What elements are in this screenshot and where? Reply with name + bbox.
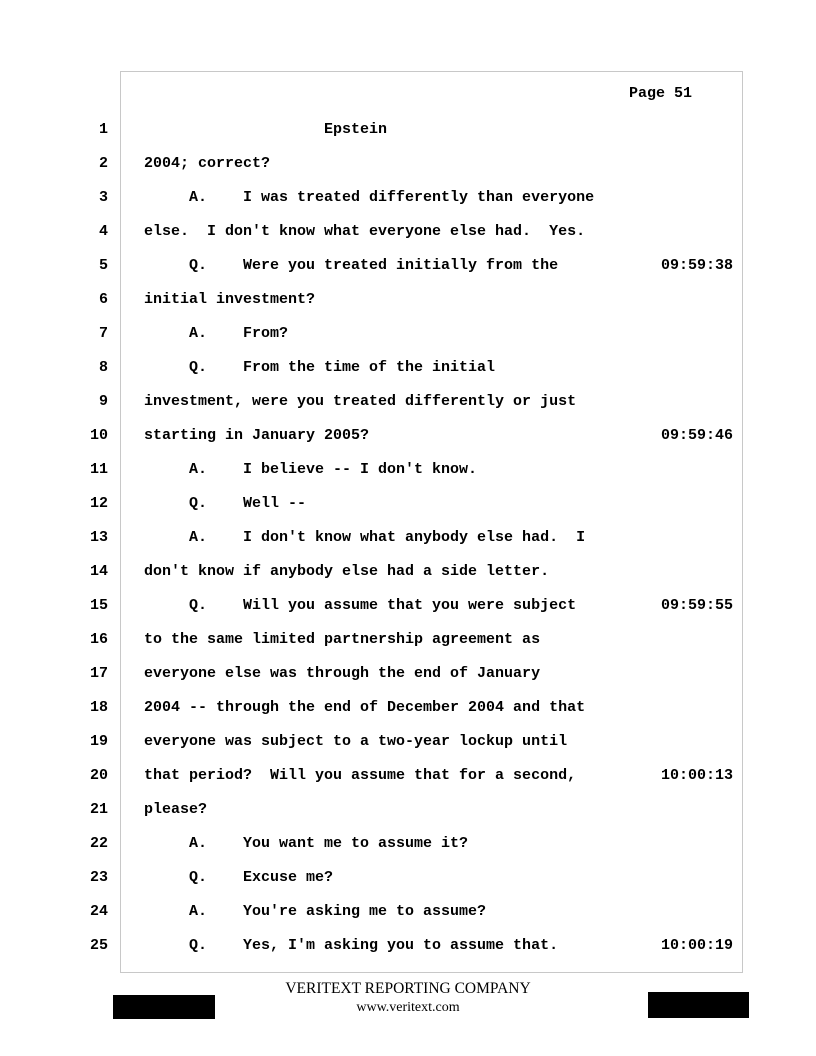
transcript-line <box>0 359 816 379</box>
line-text: initial investment? <box>144 291 316 308</box>
footer-company: VERITEXT REPORTING COMPANY <box>285 980 531 997</box>
line-text: everyone else was through the end of January <box>144 665 541 682</box>
line-text: please? <box>144 801 208 818</box>
line-text: Q. Excuse me? <box>144 869 334 886</box>
transcript-line <box>0 155 816 175</box>
line-number: 14 <box>89 563 108 580</box>
transcript-line <box>0 767 816 787</box>
line-number: 3 <box>98 189 108 206</box>
transcript-line <box>0 223 816 243</box>
line-number: 18 <box>89 699 108 716</box>
timestamp: 09:59:46 <box>661 427 734 444</box>
line-number: 22 <box>89 835 108 852</box>
line-text: to the same limited partnership agreement as <box>144 631 541 648</box>
line-text: A. From? <box>144 325 289 342</box>
transcript-line <box>0 121 816 141</box>
line-number: 6 <box>98 291 108 308</box>
page-number: Page 51 <box>629 85 693 102</box>
line-number: 7 <box>98 325 108 342</box>
transcript-line <box>0 937 816 957</box>
line-number: 9 <box>98 393 108 410</box>
line-text: A. I was treated differently than everyone <box>144 189 595 206</box>
line-text: that period? Will you assume that for a second, <box>144 767 577 784</box>
line-text: Q. From the time of the initial <box>144 359 496 376</box>
line-number: 10 <box>89 427 108 444</box>
line-number: 12 <box>89 495 108 512</box>
transcript-line <box>0 257 816 277</box>
transcript-line <box>0 325 816 345</box>
transcript-line <box>0 733 816 753</box>
line-text: Q. Will you assume that you were subject <box>144 597 577 614</box>
line-text: A. I believe -- I don't know. <box>144 461 478 478</box>
transcript-line <box>0 563 816 583</box>
line-number: 11 <box>89 461 108 478</box>
transcript-line <box>0 529 816 549</box>
line-number: 23 <box>89 869 108 886</box>
transcript-line <box>0 699 816 719</box>
transcript-line <box>0 665 816 685</box>
line-text: Q. Were you treated initially from the <box>144 257 559 274</box>
redaction-bar-right <box>648 992 749 1018</box>
line-number: 1 <box>98 121 108 138</box>
transcript-line <box>0 291 816 311</box>
timestamp: 09:59:55 <box>661 597 734 614</box>
line-text: 2004; correct? <box>144 155 271 172</box>
transcript-line <box>0 835 816 855</box>
timestamp: 09:59:38 <box>661 257 734 274</box>
line-text: investment, were you treated differently or just <box>144 393 577 410</box>
line-number: 15 <box>89 597 108 614</box>
line-text: Epstein <box>144 121 388 138</box>
transcript-line <box>0 393 816 413</box>
transcript-line <box>0 631 816 651</box>
line-number: 19 <box>89 733 108 750</box>
transcript-line <box>0 801 816 821</box>
timestamp: 10:00:19 <box>661 937 734 954</box>
line-number: 21 <box>89 801 108 818</box>
line-number: 16 <box>89 631 108 648</box>
line-text: A. You want me to assume it? <box>144 835 469 852</box>
line-number: 8 <box>98 359 108 376</box>
line-number: 17 <box>89 665 108 682</box>
line-text: everyone was subject to a two-year lockup until <box>144 733 568 750</box>
redaction-bar-left <box>113 995 215 1019</box>
line-text: Q. Well -- <box>144 495 307 512</box>
line-number: 4 <box>98 223 108 240</box>
transcript-line <box>0 869 816 889</box>
transcript-line <box>0 597 816 617</box>
line-number: 13 <box>89 529 108 546</box>
footer-website: www.veritext.com <box>356 1000 460 1015</box>
transcript-line <box>0 189 816 209</box>
line-number: 5 <box>98 257 108 274</box>
line-number: 25 <box>89 937 108 954</box>
line-text: 2004 -- through the end of December 2004 and that <box>144 699 586 716</box>
line-text: else. I don't know what everyone else had. Yes. <box>144 223 586 240</box>
transcript-line <box>0 495 816 515</box>
line-text: A. You're asking me to assume? <box>144 903 487 920</box>
line-number: 24 <box>89 903 108 920</box>
line-number: 2 <box>98 155 108 172</box>
line-text: Q. Yes, I'm asking you to assume that. <box>144 937 559 954</box>
transcript-line <box>0 427 816 447</box>
line-text: don't know if anybody else had a side letter. <box>144 563 550 580</box>
line-number: 20 <box>89 767 108 784</box>
timestamp: 10:00:13 <box>661 767 734 784</box>
transcript-line <box>0 903 816 923</box>
transcript-line <box>0 461 816 481</box>
line-text: starting in January 2005? <box>144 427 370 444</box>
line-text: A. I don't know what anybody else had. I <box>144 529 586 546</box>
